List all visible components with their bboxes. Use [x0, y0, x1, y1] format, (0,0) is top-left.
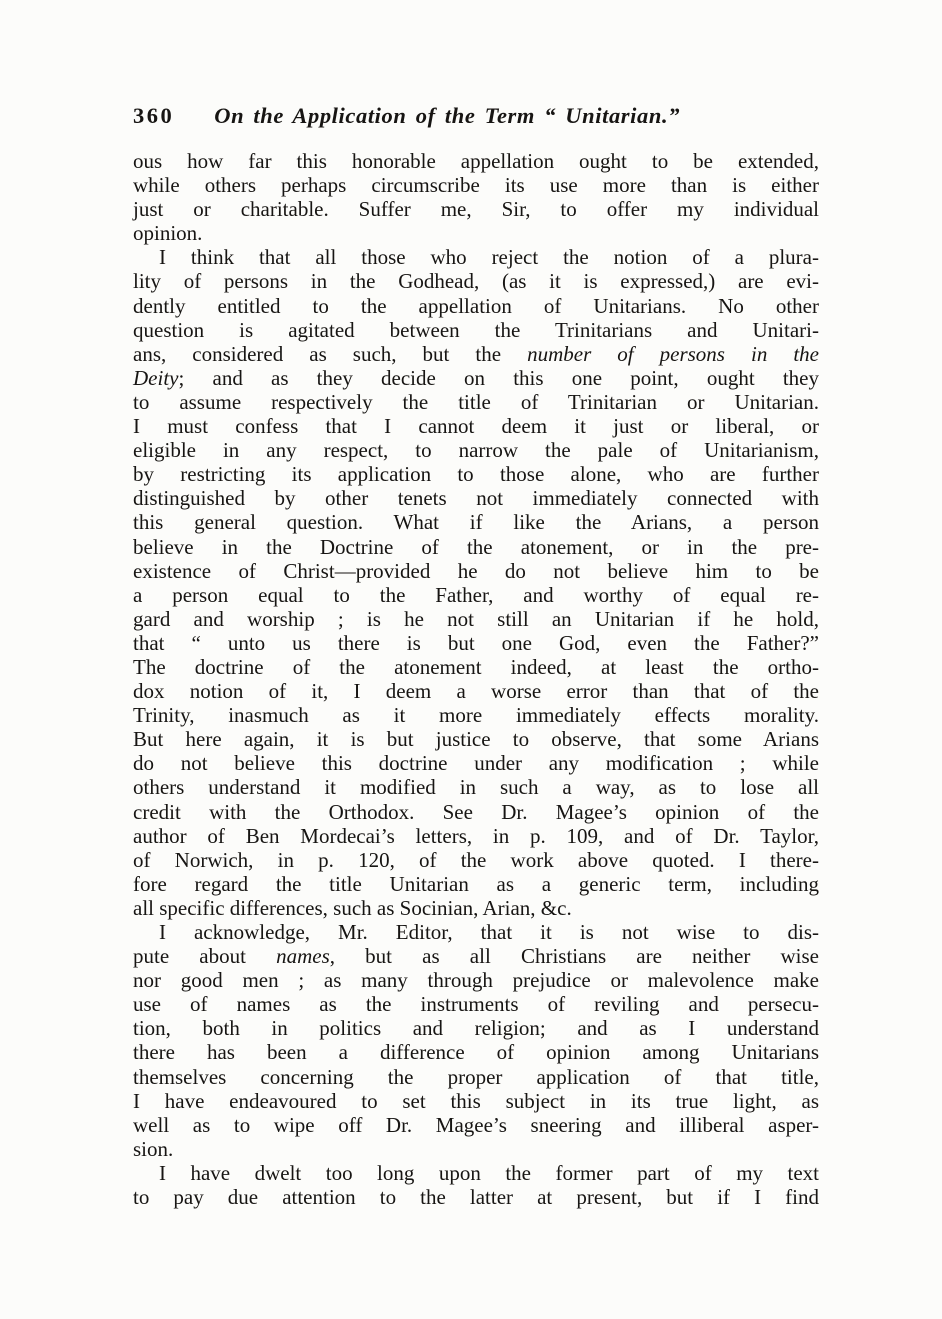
text-line: [133, 751, 819, 775]
text-line: [133, 414, 819, 438]
running-title: On the Application of the Term “ Unitarian.”: [214, 103, 681, 128]
text-line: [133, 1137, 819, 1161]
text-segment: use of names as the instruments of reviling and persecu-: [133, 992, 819, 1017]
text-segment: this general question. What if like the Arians, a person: [133, 510, 819, 535]
text-segment: dently entitled to the appellation of Unitarians. No other: [133, 293, 819, 318]
text-line: [133, 848, 819, 872]
paragraph: [133, 920, 819, 1161]
text-line: [133, 800, 819, 824]
text-line: [133, 342, 819, 366]
text-line: [133, 583, 819, 607]
text-segment: I acknowledge, Mr. Editor, that it is not wise to dis-: [159, 920, 819, 944]
text-segment: author of Ben Mordecai’s letters, in p. 109, and of Dr. Taylor,: [133, 823, 819, 848]
text-segment: to pay due attention to the latter at present, but if I find: [133, 1185, 819, 1210]
text-line: [133, 1065, 819, 1089]
text-segment: question is agitated between the Trinitarians and Unitari-: [133, 317, 819, 342]
text-line: [133, 679, 819, 703]
paragraph: [133, 1161, 819, 1209]
text-line: [133, 535, 819, 559]
text-line: [133, 197, 819, 221]
text-line: [133, 1089, 819, 1113]
text-segment: tion, both in politics and religion; and as I understand: [133, 1016, 819, 1041]
paragraph: [133, 149, 819, 245]
text-segment: themselves concerning the proper application of that title,: [133, 1064, 819, 1089]
text-line: [133, 245, 819, 269]
text-segment: pute about: [133, 944, 277, 969]
text-line: [133, 896, 819, 920]
text-segment: while others perhaps circumscribe its use more than is either: [133, 173, 819, 198]
text-line: [133, 992, 819, 1016]
text-segment: fore regard the title Unitarian as a generic term, including: [133, 871, 819, 896]
text-segment: eligible in any respect, to narrow the pale of Unitarianism,: [133, 438, 819, 463]
text-line: [133, 1161, 819, 1185]
text-segment: ous how far this honorable appellation ought to be extended,: [133, 149, 819, 173]
italic-text-segment: names: [276, 944, 330, 969]
text-segment: dox notion of it, I deem a worse error than that of the: [133, 679, 819, 704]
text-line: [133, 1185, 819, 1209]
text-line: [133, 269, 819, 293]
text-segment: ans, considered as such, but the: [133, 341, 528, 366]
text-segment: well as to wipe off Dr. Magee’s sneering and illiberal asper-: [133, 1112, 819, 1137]
text-line: [133, 607, 819, 631]
text-segment: of Norwich, in p. 120, of the work above quoted. I there-: [133, 847, 819, 872]
text-segment: The doctrine of the atonement indeed, at least the ortho-: [133, 654, 819, 679]
text-segment: sion.: [133, 1136, 174, 1161]
text-segment: Trinity, inasmuch as it more immediately effects morality.: [133, 703, 819, 728]
text-line: [133, 944, 819, 968]
text-segment: gard and worship ; is he not still an Unitarian if he hold,: [133, 606, 819, 631]
text-line: [133, 631, 819, 655]
text-segment: I have dwelt too long upon the former part of my text: [159, 1160, 819, 1185]
text-line: [133, 559, 819, 583]
text-segment: to assume respectively the title of Trinitarian or Unitarian.: [133, 389, 819, 414]
text-segment: , but as all Christians are neither wise: [329, 944, 819, 969]
text-segment: by restricting its application to those alone, who are further: [133, 462, 819, 487]
page-body: [133, 149, 819, 1209]
text-line: [133, 390, 819, 414]
text-line: [133, 221, 819, 245]
text-segment: do not believe this doctrine under any modification ; while: [133, 751, 819, 776]
text-segment: there has been a difference of opinion among Unitarians: [133, 1040, 819, 1065]
text-line: [133, 703, 819, 727]
italic-text-segment: Deity: [133, 365, 179, 390]
text-segment: opinion.: [133, 221, 203, 246]
text-line: [133, 1040, 819, 1064]
text-line: [133, 438, 819, 462]
text-segment: I think that all those who reject the notion of a plura-: [159, 245, 819, 270]
text-line: [133, 920, 819, 944]
text-segment: others understand it modified in such a way, as to lose all: [133, 775, 819, 800]
text-segment: I have endeavoured to set this subject in its true light, as: [133, 1088, 819, 1113]
text-line: [133, 173, 819, 197]
text-segment: I must confess that I cannot deem it just or liberal, or: [133, 414, 819, 439]
text-segment: But here again, it is but justice to observe, that some Arians: [133, 727, 819, 752]
text-line: [133, 149, 819, 173]
text-segment: believe in the Doctrine of the atonement, or in the pre-: [133, 534, 819, 559]
text-line: [133, 294, 819, 318]
text-line: [133, 655, 819, 679]
text-segment: ; and as they decide on this one point, ought they: [178, 365, 819, 390]
text-segment: just or charitable. Suffer me, Sir, to offer my individual: [133, 197, 819, 222]
text-line: [133, 1113, 819, 1137]
text-line: [133, 462, 819, 486]
text-segment: lity of persons in the Godhead, (as it is expressed,) are evi-: [133, 269, 819, 294]
text-line: [133, 775, 819, 799]
text-segment: a person equal to the Father, and worthy of equal re-: [133, 582, 819, 607]
text-segment: nor good men ; as many through prejudice or malevolence make: [133, 968, 819, 993]
text-block: [133, 102, 819, 1209]
text-line: [133, 1016, 819, 1040]
text-line: [133, 486, 819, 510]
paragraph: [133, 245, 819, 920]
text-segment: that “ unto us there is but one God, even the Father?”: [133, 630, 819, 655]
italic-text-segment: number of persons in the: [527, 341, 819, 366]
text-segment: existence of Christ—provided he do not believe him to be: [133, 558, 819, 583]
text-line: [133, 318, 819, 342]
text-line: [133, 872, 819, 896]
text-line: [133, 824, 819, 848]
page-number: 360: [133, 103, 175, 128]
text-line: [133, 727, 819, 751]
text-segment: all specific differences, such as Socinian, Arian, &c.: [133, 895, 572, 920]
text-line: [133, 510, 819, 534]
text-segment: distinguished by other tenets not immediately connected with: [133, 486, 819, 511]
page-header: [133, 102, 819, 129]
text-line: [133, 968, 819, 992]
text-segment: credit with the Orthodox. See Dr. Magee’s opinion of the: [133, 799, 819, 824]
text-line: [133, 366, 819, 390]
